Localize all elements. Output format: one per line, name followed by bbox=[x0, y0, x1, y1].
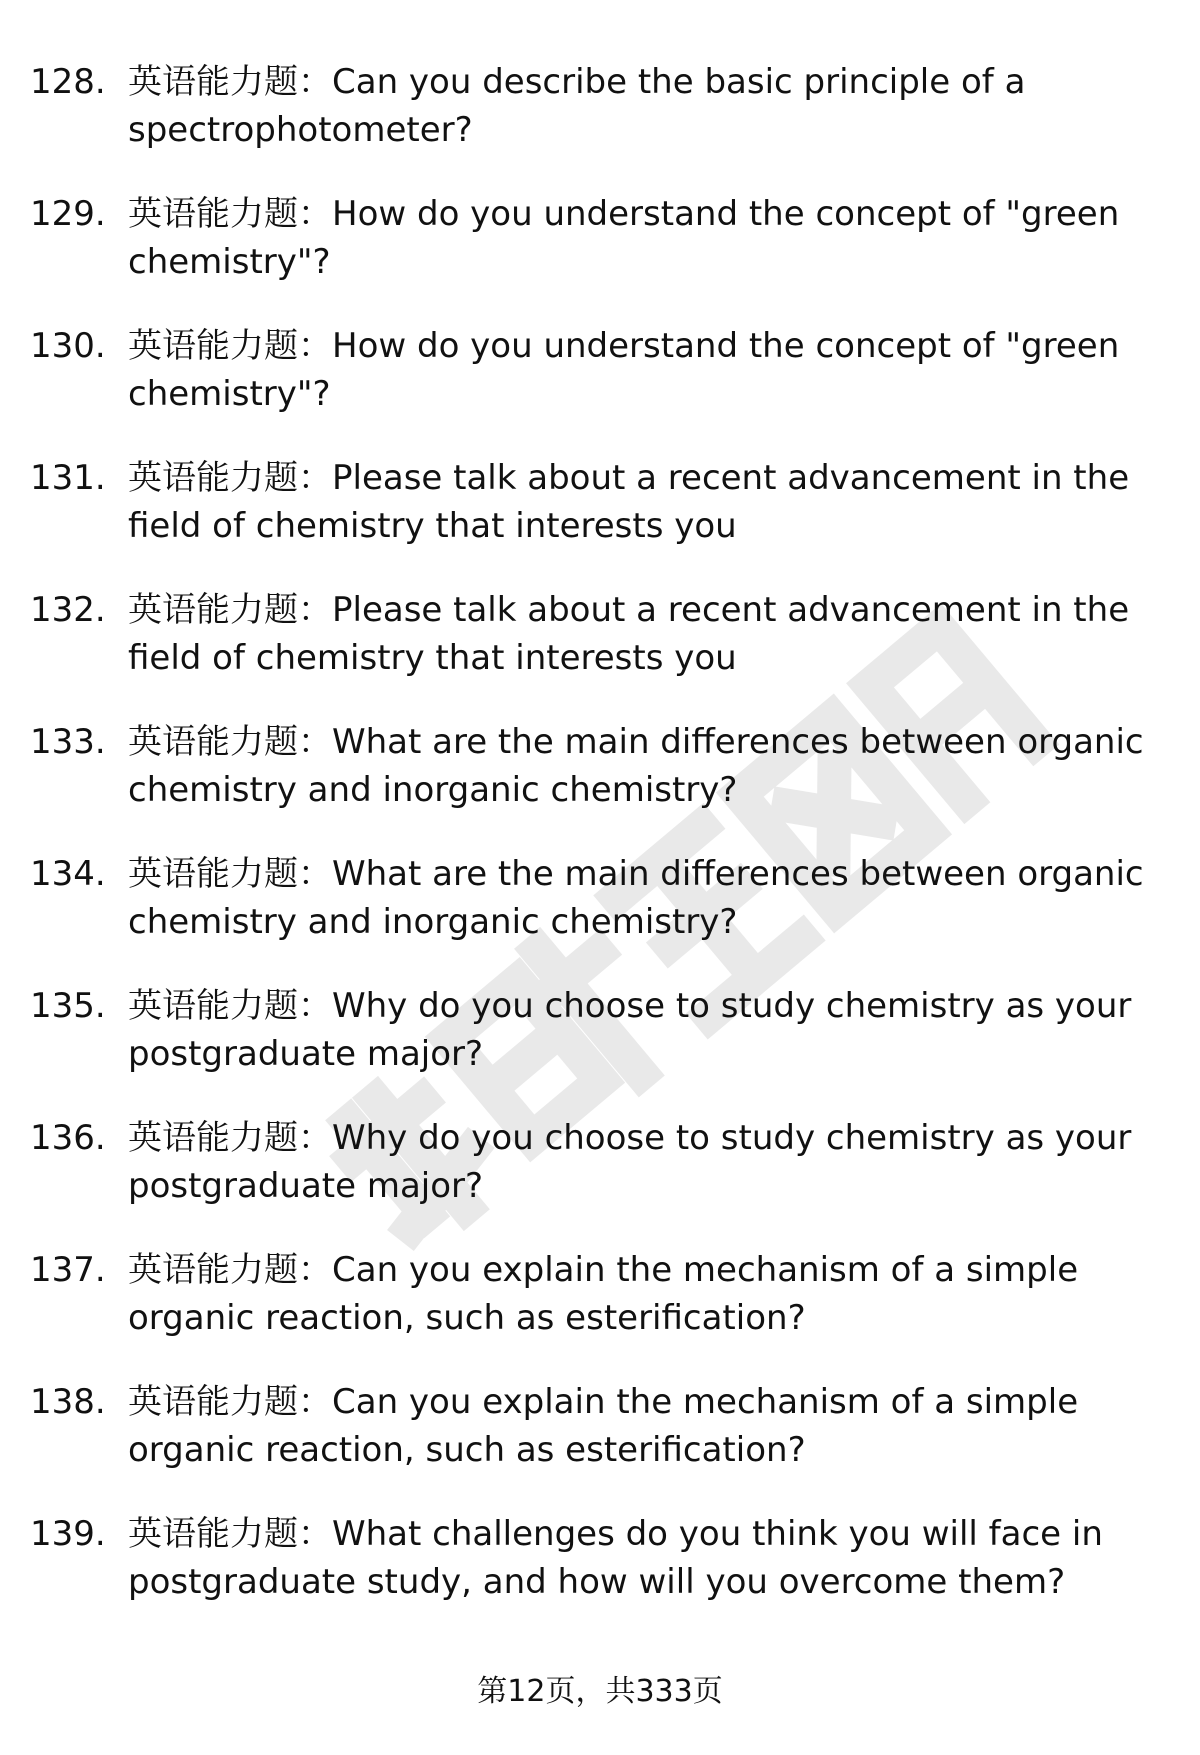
question-list bbox=[30, 58, 1170, 1642]
question-item bbox=[30, 322, 1170, 454]
question-number: 136. bbox=[30, 1118, 106, 1158]
question-category-label: 英语能力题： bbox=[128, 1250, 332, 1290]
question-item bbox=[30, 454, 1170, 586]
question-category-label: 英语能力题： bbox=[128, 194, 332, 234]
question-body bbox=[128, 1510, 1170, 1606]
question-category-label: 英语能力题： bbox=[128, 1514, 332, 1554]
question-item bbox=[30, 850, 1170, 982]
question-category-label: 英语能力题： bbox=[128, 1382, 332, 1422]
question-item bbox=[30, 190, 1170, 322]
question-number: 131. bbox=[30, 458, 106, 498]
question-number: 135. bbox=[30, 986, 106, 1026]
question-body bbox=[128, 586, 1170, 682]
question-text: Can you describe the basic principle of a spectrophotometer? bbox=[128, 62, 1026, 150]
question-body bbox=[128, 322, 1170, 418]
question-number: 139. bbox=[30, 1514, 106, 1554]
question-number: 132. bbox=[30, 590, 106, 630]
question-text: What are the main differences between organic chemistry and inorganic chemistry? bbox=[128, 854, 1144, 942]
question-item bbox=[30, 1114, 1170, 1246]
question-category-label: 英语能力题： bbox=[128, 1118, 332, 1158]
question-body bbox=[128, 1246, 1170, 1342]
page-number: 第12页，共333页 bbox=[477, 1674, 723, 1709]
question-item bbox=[30, 1246, 1170, 1378]
question-text: Can you explain the mechanism of a simple organic reaction, such as esterification? bbox=[128, 1250, 1079, 1338]
question-text: Please talk about a recent advancement in the field of chemistry that interests you bbox=[128, 458, 1130, 546]
question-text: How do you understand the concept of "green chemistry"? bbox=[128, 326, 1120, 414]
question-text: What challenges do you think you will face in postgraduate study, and how will you overcome them? bbox=[128, 1514, 1103, 1602]
question-text: Can you explain the mechanism of a simple organic reaction, such as esterification? bbox=[128, 1382, 1079, 1470]
question-text: Please talk about a recent advancement in the field of chemistry that interests you bbox=[128, 590, 1130, 678]
question-number: 128. bbox=[30, 62, 106, 102]
question-item bbox=[30, 982, 1170, 1114]
question-body bbox=[128, 982, 1170, 1078]
question-item bbox=[30, 58, 1170, 190]
question-number: 138. bbox=[30, 1382, 106, 1422]
question-body bbox=[128, 718, 1170, 814]
question-text: Why do you choose to study chemistry as your postgraduate major? bbox=[128, 1118, 1132, 1206]
question-text: What are the main differences between organic chemistry and inorganic chemistry? bbox=[128, 722, 1144, 810]
question-number: 130. bbox=[30, 326, 106, 366]
question-body bbox=[128, 1114, 1170, 1210]
question-body bbox=[128, 850, 1170, 946]
question-item bbox=[30, 1378, 1170, 1510]
question-item bbox=[30, 586, 1170, 718]
question-number: 129. bbox=[30, 194, 106, 234]
question-body bbox=[128, 190, 1170, 286]
question-number: 134. bbox=[30, 854, 106, 894]
question-body bbox=[128, 1378, 1170, 1474]
question-body bbox=[128, 58, 1170, 154]
question-number: 137. bbox=[30, 1250, 106, 1290]
question-category-label: 英语能力题： bbox=[128, 590, 332, 630]
question-item bbox=[30, 718, 1170, 850]
question-text: How do you understand the concept of "green chemistry"? bbox=[128, 194, 1120, 282]
question-category-label: 英语能力题： bbox=[128, 986, 332, 1026]
question-category-label: 英语能力题： bbox=[128, 458, 332, 498]
question-body bbox=[128, 454, 1170, 550]
question-category-label: 英语能力题： bbox=[128, 722, 332, 762]
question-category-label: 英语能力题： bbox=[128, 326, 332, 366]
question-item bbox=[30, 1510, 1170, 1642]
question-category-label: 英语能力题： bbox=[128, 62, 332, 102]
question-text: Why do you choose to study chemistry as your postgraduate major? bbox=[128, 986, 1132, 1074]
question-number: 133. bbox=[30, 722, 106, 762]
question-category-label: 英语能力题： bbox=[128, 854, 332, 894]
